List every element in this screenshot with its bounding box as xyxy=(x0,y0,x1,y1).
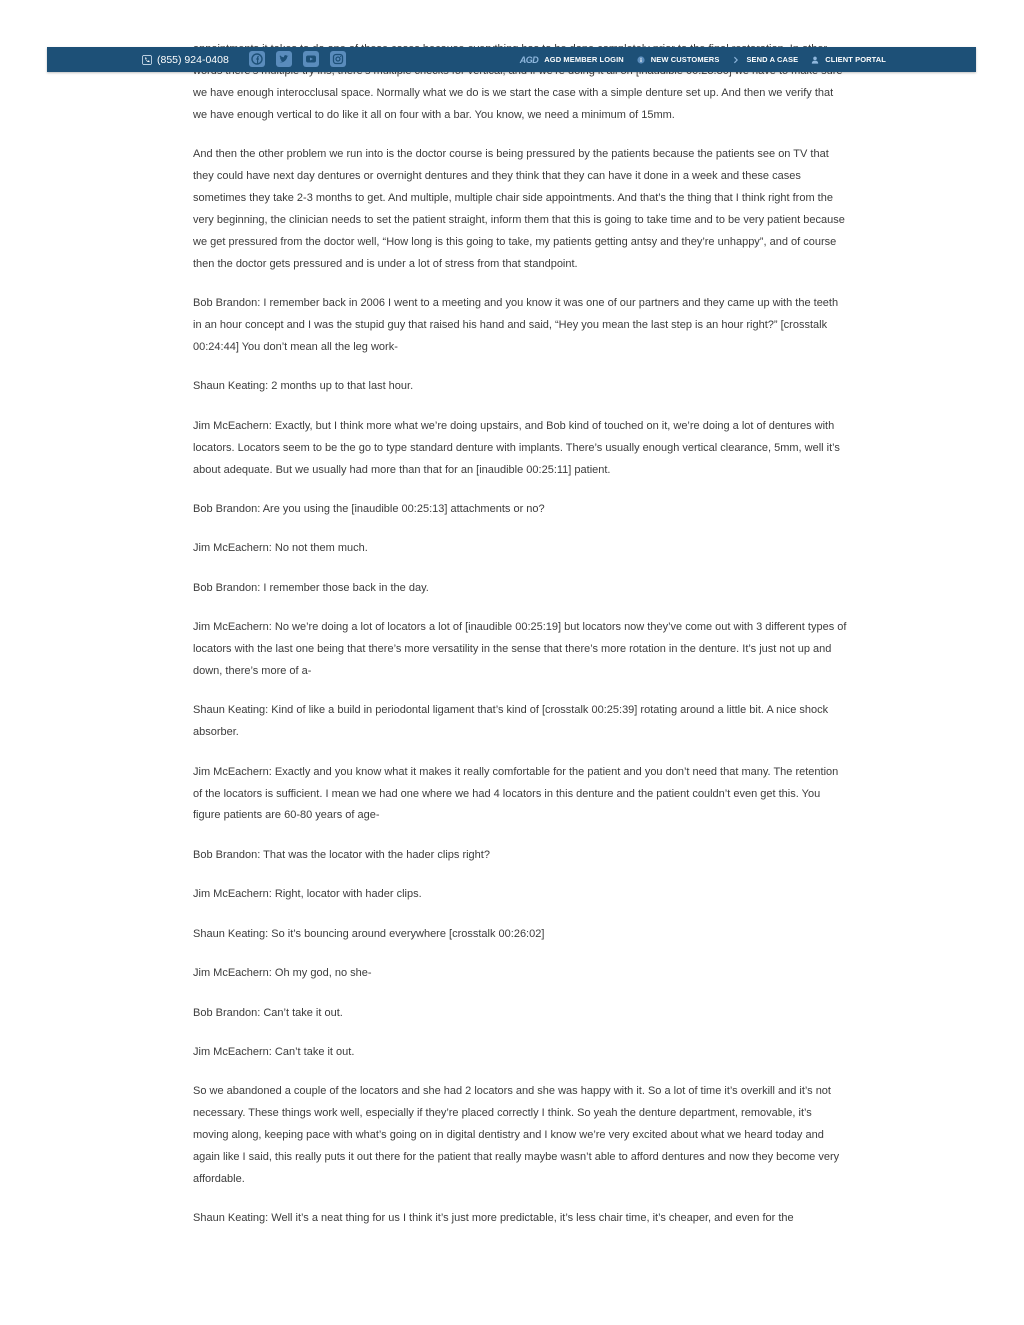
transcript-paragraph: Shaun Keating: 2 months up to that last hour. xyxy=(193,380,414,393)
transcript-paragraph: Bob Brandon: That was the locator with the hader clips right? xyxy=(193,848,490,861)
transcript-paragraph: Jim McEachern: No we’re doing a lot of locators a lot of [inaudible 00:25:19] but locators now they’ve come out with 3 different types of locators with the last one being that there’s more versatility in the sense that there’s more rotation in the denture. It’s just not up and down, there’s more of a- xyxy=(193,621,847,677)
facebook-icon[interactable] xyxy=(249,51,265,67)
transcript-paragraph: So we abandoned a couple of the locators and she had 2 locators and she was happy with it. So a lot of time it’s overkill and it’s not necessary. These things work well, especially if they’re placed correctly I think. So yeah the denture department, removable, it’s moving along, keeping pace with what’s going on in digital dentistry and I know we’re very excited about what we heard today and again like I said, this really puts it out there for the patient that really maybe wasn’t able to afford dentures and now they become very affordable. xyxy=(193,1085,840,1185)
send-a-case-label: SEND A CASE xyxy=(746,55,799,64)
agd-member-login-label: AGD MEMBER LOGIN xyxy=(544,55,624,64)
transcript-paragraph: Shaun Keating: Well it’s a neat thing for us I think it’s just more predictable, it’s less chair time, it’s cheaper, and even for the xyxy=(193,1212,794,1225)
transcript-paragraph: Jim McEachern: Exactly and you know what it makes it really comfortable for the patient and you don’t need that many. The retention of the locators is sufficient. I mean we had one where we had 4 locators in this denture and the patient couldn’t even get this. You figure patients are 60-80 years of age- xyxy=(193,765,839,822)
new-customers-label: NEW CUSTOMERS xyxy=(650,55,720,64)
social-links xyxy=(249,51,346,67)
transcript-paragraph: Bob Brandon: I remember those back in the day. xyxy=(193,581,429,594)
transcript-paragraph: Jim McEachern: No not them much. xyxy=(193,542,368,555)
phone-link[interactable] xyxy=(142,47,229,72)
transcript-paragraph: Jim McEachern: Exactly, but I think more what we’re doing upstairs, and Bob kind of touched on it, we’re doing a lot of dentures with locators. Locators seem to be the go to type standard denture with implants. There’s usually enough vertical clearance, 5mm, well it’s about adequate. But we usually had more than that for an [inaudible 00:25:11] patient. xyxy=(193,419,840,476)
chevron-right-icon xyxy=(732,56,740,64)
top-nav xyxy=(520,47,886,72)
transcript-paragraph: Bob Brandon: I remember back in 2006 I went to a meeting and you know it was one of our partners and they came up with the teeth in an hour concept and I was the stupid guy that raised his hand and said, “Hey you mean the last step is an hour right?” [crosstalk 00:24:44] You don’t mean all the leg work- xyxy=(193,297,839,353)
agd-logo-icon: AGD xyxy=(519,54,539,65)
transcript-body xyxy=(193,39,848,1248)
client-portal-label: CLIENT PORTAL xyxy=(825,55,886,64)
send-a-case-link[interactable] xyxy=(732,55,798,64)
transcript-paragraph: Jim McEachern: Can’t take it out. xyxy=(193,1045,355,1058)
agd-member-login-link[interactable] xyxy=(520,55,624,65)
phone-number: (855) 924-0408 xyxy=(157,53,229,66)
top-bar xyxy=(47,47,976,72)
new-customers-link[interactable] xyxy=(637,55,720,64)
client-portal-link[interactable] xyxy=(811,55,886,64)
user-icon xyxy=(811,56,819,64)
instagram-icon[interactable] xyxy=(330,51,346,67)
phone-icon xyxy=(142,55,152,65)
transcript-paragraph: Bob Brandon: Are you using the [inaudible 00:25:13] attachments or no? xyxy=(193,502,545,515)
transcript-paragraph: And then the other problem we run into is the doctor course is being pressured by the patients because the patients see on TV that they could have next day dentures or overnight dentures and they think that they can have it done in a week and these cases sometimes they take 2-3 months to get. And multiple, multiple chair side appointments. And that’s the thing that I think right from the very beginning, the clinician needs to set the patient straight, inform them that this is going to take time and to be very patient because we get pressured from the doctor well, “How long is this going to take, my patients getting antsy and they’re unhappy”, and of course then the doctor gets pressured and is under a lot of stress from that standpoint. xyxy=(193,148,845,270)
transcript-paragraph: Bob Brandon: Can’t take it out. xyxy=(193,1006,343,1019)
transcript-paragraph: Jim McEachern: Right, locator with hader clips. xyxy=(193,888,422,901)
transcript-paragraph: Jim McEachern: Oh my god, no she- xyxy=(193,967,372,980)
transcript-paragraph: Shaun Keating: Kind of like a build in periodontal ligament that’s kind of [crosstalk 00:25:39] rotating around a little bit. A nice shock absorber. xyxy=(193,704,829,739)
transcript-paragraph: we have enough interocclusal space. Normally what we do is we start the case with a simple denture set up. And then we verify that we have enough vertical to do like it all on four with a bar. You know, we need a minimum of 15mm. xyxy=(193,86,834,121)
transcript-paragraph: Shaun Keating: So it’s bouncing around everywhere [crosstalk 00:26:02] xyxy=(193,927,545,940)
youtube-icon[interactable] xyxy=(303,51,319,67)
twitter-icon[interactable] xyxy=(276,51,292,67)
info-icon xyxy=(637,56,645,64)
